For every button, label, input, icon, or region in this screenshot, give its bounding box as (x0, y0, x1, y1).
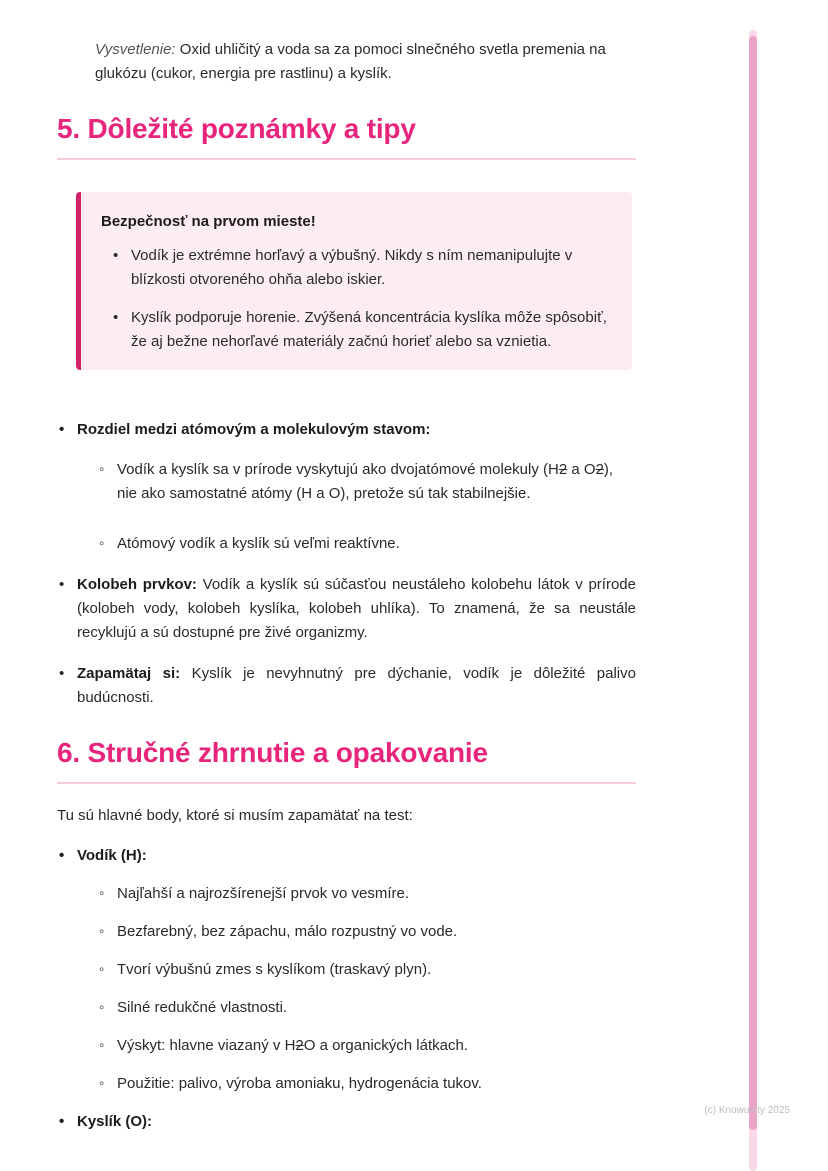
circle-bullet-icon: ◦ (99, 1075, 105, 1092)
list-item-lead: Kolobeh prvkov: (77, 576, 197, 593)
list-item (57, 662, 636, 710)
strikethrough-subscript: 2 (595, 461, 604, 478)
bullet-icon: • (113, 309, 119, 326)
callout-item-text: Kyslík podporuje horenie. Zvýšená koncentrácia kyslíka môže spôsobiť, že aj bežne nehorľavé materiály začnú horieť alebo sa vznietia. (131, 309, 607, 350)
circle-bullet-icon: ◦ (99, 961, 105, 978)
list-item-heading: Rozdiel medzi atómovým a molekulovým stavom: (77, 421, 431, 438)
callout-title: Bezpečnosť na prvom mieste! (101, 213, 316, 230)
text-run: Kyslík je nevyhnutný pre dýchanie, vodík je dôležité palivo budúcnosti. (77, 665, 636, 706)
list-item-text: Atómový vodík a kyslík sú veľmi reaktívne. (117, 535, 400, 552)
list-item (97, 958, 636, 982)
circle-bullet-icon: ◦ (99, 1037, 105, 1054)
list-item-text (117, 1034, 636, 1058)
explanation-text: Oxid uhličitý a voda sa za pomoci slnečného svetla premenia na glukózu (cukor, energia pre rastlinu) a kyslík. (95, 41, 606, 82)
callout-item-text: Vodík je extrémne horľavý a výbušný. Nikdy s ním nemanipulujte v blízkosti otvoreného ohňa alebo iskier. (131, 247, 573, 288)
circle-bullet-icon: ◦ (99, 535, 105, 552)
list-item-text: Tvorí výbušnú zmes s kyslíkom (traskavý plyn). (117, 961, 432, 978)
list-item-text: Použitie: palivo, výroba amoniaku, hydrogenácia tukov. (117, 1075, 482, 1092)
callout-item (111, 306, 610, 354)
bullet-icon: • (59, 665, 65, 682)
explanation-paragraph (95, 38, 636, 86)
bullet-icon: • (59, 576, 65, 593)
list-item (57, 844, 636, 868)
list-item-text: Najľahší a najrozšírenejší prvok vo vesmíre. (117, 885, 409, 902)
strikethrough-subscript: 2 (295, 1037, 304, 1054)
list-item (97, 532, 636, 556)
explanation-label: Vysvetlenie: (95, 41, 176, 58)
list-item-lead: Zapamätaj si: (77, 665, 181, 682)
list-item-text (117, 458, 636, 506)
text-run: Výskyt: hlavne viazaný v H (117, 1037, 296, 1054)
section-6-title: 6. Stručné zhrnutie a opakovanie (57, 736, 636, 784)
list-item-heading: Vodík (H): (77, 847, 147, 864)
scrollbar-thumb[interactable] (749, 36, 757, 1130)
text-run: ), nie ako samostatné atómy (H a O), pretože sú tak stabilnejšie. (117, 461, 614, 502)
notes-content (57, 0, 636, 1134)
text-run: O a organických látkach. (303, 1037, 468, 1054)
strikethrough-subscript: 2 (558, 461, 568, 478)
list-item (57, 1110, 636, 1134)
circle-bullet-icon: ◦ (99, 923, 105, 940)
list-item (57, 573, 636, 645)
circle-bullet-icon: ◦ (99, 461, 105, 478)
text-run: a O (567, 461, 596, 478)
circle-bullet-icon: ◦ (99, 999, 105, 1016)
bullet-icon: • (113, 247, 119, 264)
callout-item (111, 244, 610, 292)
list-item-heading: Kyslík (O): (77, 1113, 153, 1130)
list-item-text: Silné redukčné vlastnosti. (117, 999, 288, 1016)
list-item (97, 920, 636, 944)
bullet-icon: • (59, 421, 65, 438)
bullet-icon: • (59, 1113, 65, 1130)
section-6-intro: Tu sú hlavné body, ktoré si musím zapamätať na test: (57, 807, 413, 824)
bullet-icon: • (59, 847, 65, 864)
list-item (57, 418, 636, 442)
list-item (97, 996, 636, 1020)
safety-callout (76, 192, 632, 370)
list-item (97, 882, 636, 906)
list-item (97, 1072, 636, 1096)
section-5-title: 5. Dôležité poznámky a tipy (57, 112, 636, 160)
text-run: Vodík a kyslík sú súčasťou neustáleho kolobehu látok v prírode (kolobeh vody, kolobeh kyslíka, kolobeh uhlíka). To znamená, že sa neustále recyklujú a sú dostupné pre živé organizmy. (77, 576, 636, 641)
list-item-text (77, 662, 636, 710)
copyright-label: (c) Knowunity 2025 (704, 1105, 790, 1116)
list-item (97, 458, 636, 506)
circle-bullet-icon: ◦ (99, 885, 105, 902)
list-item (97, 1034, 636, 1058)
list-item-text: Bezfarebný, bez zápachu, málo rozpustný vo vode. (117, 923, 458, 940)
list-item-text (77, 573, 636, 645)
text-run: Vodík a kyslík sa v prírode vyskytujú ako dvojatómové molekuly (H (117, 461, 559, 478)
